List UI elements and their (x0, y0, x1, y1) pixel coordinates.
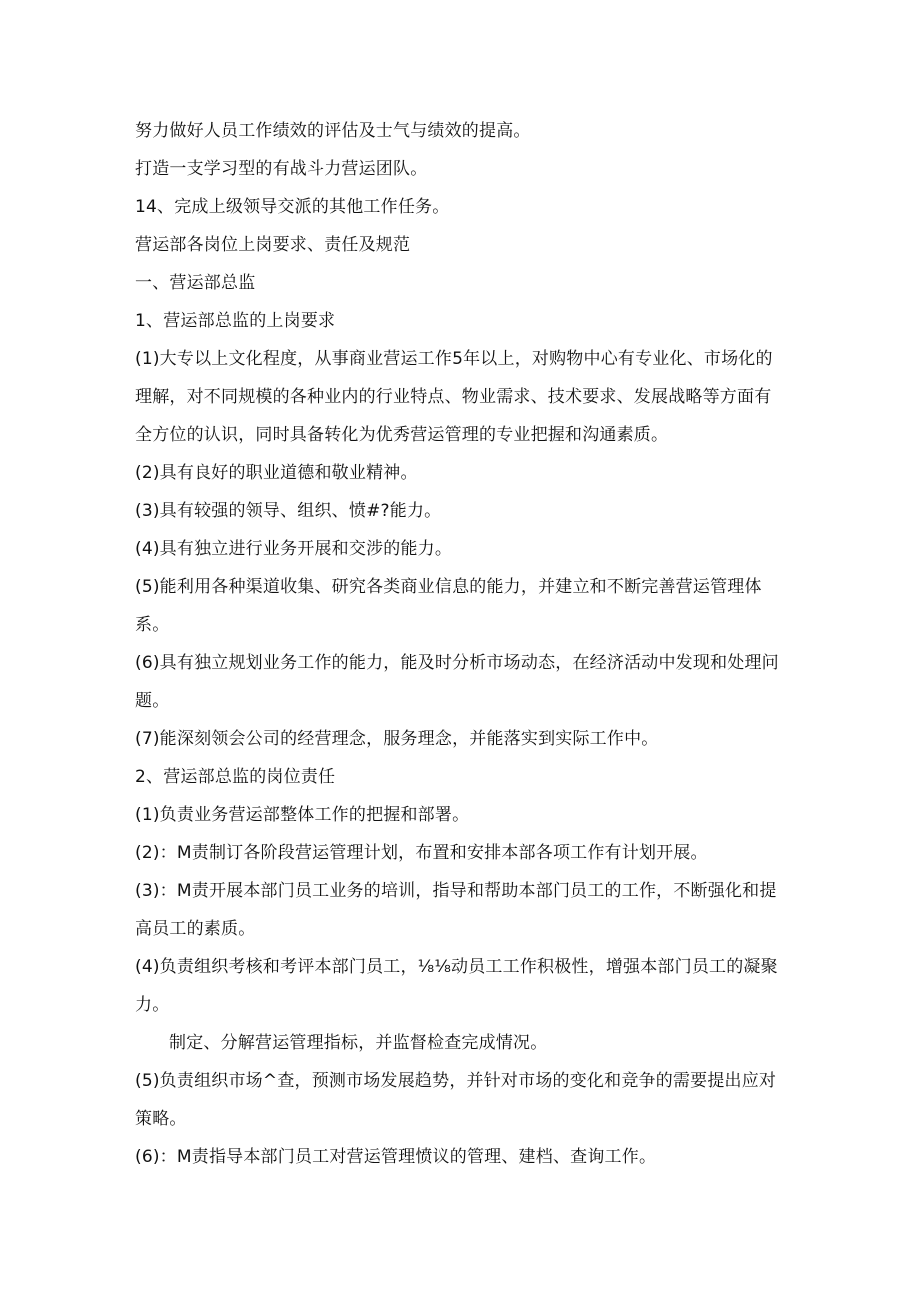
duty-6: (6)：M责指导本部门员工对营运管理愤议的管理、建档、查询工作。 (135, 1147, 657, 1167)
item-heading-1: 1、营运部总监的上岗要求 (135, 311, 336, 331)
paragraph-2: 打造一支学习型的有战斗力营运团队。 (135, 159, 428, 179)
requirement-5: (5)能利用各种渠道收集、研究各类商业信息的能力，并建立和不断完善营运管理体系。 (135, 577, 762, 635)
requirement-3: (3)具有较强的领导、组织、愤#?能力。 (135, 501, 442, 521)
duty-1: (1)负责业务营运部整体工作的把握和部署。 (135, 805, 470, 825)
subsection-heading: 一、营运部总监 (135, 273, 256, 293)
duty-indented: 制定、分解营运管理指标，并监督检查完成情况。 (169, 1033, 548, 1053)
requirement-1: (1)大专以上文化程度，从事商业营运工作5年以上，对购物中心有专业化、市场化的理解，对不同规模的各种业内的行业特点、物业需求、技术要求、发展战略等方面有全方位的认识，同时具备转化为优秀营运管理的专业把握和沟通素质。 (135, 349, 773, 445)
requirement-4: (4)具有独立进行业务开展和交涉的能力。 (135, 539, 453, 559)
paragraph-3: 14、完成上级领导交派的其他工作任务。 (135, 197, 450, 217)
duty-2: (2)：M责制订各阶段营运管理计划，布置和安排本部各项工作有计划开展。 (135, 843, 708, 863)
document-body (135, 112, 785, 1176)
duty-5: (5)负责组织市场^查，预测市场发展趋势，并针对市场的变化和竞争的需要提出应对策略。 (135, 1071, 777, 1129)
item-heading-2: 2、营运部总监的岗位责任 (135, 767, 336, 787)
section-heading: 营运部各岗位上岗要求、责任及规范 (135, 235, 411, 255)
duty-4: (4)负责组织考核和考评本部门员工，⅛⅛动员工工作积极性，增强本部门员工的凝聚力。 (135, 957, 778, 1015)
duty-3: (3)：M责开展本部门员工业务的培训，指导和帮助本部门员工的工作，不断强化和提高员工的素质。 (135, 881, 777, 939)
requirement-2: (2)具有良好的职业道德和敬业精神。 (135, 463, 418, 483)
requirement-6: (6)具有独立规划业务工作的能力，能及时分析市场动态，在经济活动中发现和处理问题。 (135, 653, 779, 711)
requirement-7: (7)能深刻领会公司的经营理念，服务理念，并能落实到实际工作中。 (135, 729, 659, 749)
paragraph-1: 努力做好人员工作绩效的评估及士气与绩效的提高。 (135, 121, 531, 141)
